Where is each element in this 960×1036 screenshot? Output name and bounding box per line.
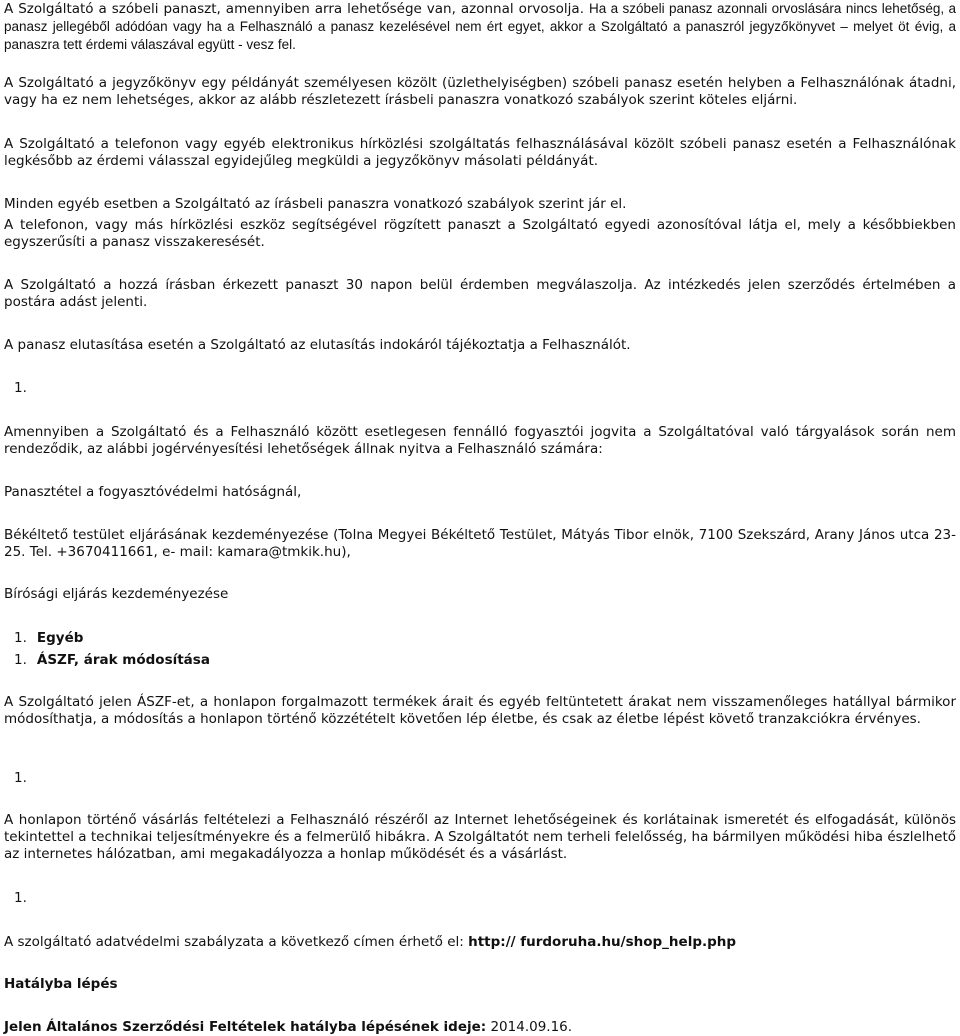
paragraph-conciliation-board: Békéltető testület eljárásának kezdeményezése (Tolna Megyei Békéltető Testület, Mátyás Tibor elnök, 7100 Szekszárd, Arany János utca 23-25. Tel. +3670411661, e- mail: kamara@tmkik.hu), bbox=[4, 527, 956, 560]
list-number: 1. bbox=[14, 380, 27, 396]
heading-hatalyba: Hatályba lépés bbox=[4, 976, 118, 992]
list-number: 1. bbox=[14, 890, 27, 906]
paragraph-effective-date bbox=[4, 1019, 956, 1036]
paragraph-court: Bírósági eljárás kezdeményezése bbox=[4, 586, 229, 602]
paragraph-oral-complaint-b: Ha a szóbeli panasz azonnali orvoslására nincs lehetőség, a panasz jellegéből adódóan vagy ha a Felhasználó a panasz kezelésével nem ért egyet, akkor a Szolgáltató a panaszról jegyzőkönyvet – melyet öt évig, a panaszra tett érdemi válaszával együtt - vesz fel. bbox=[4, 1, 957, 52]
paragraph-recorded-complaint: A telefonon, vagy más hírközlési eszköz segítségével rögzített panaszt a Szolgáltató egyedi azonosítóval látja el, mely a későbbiekben egyszerűsíti a panasz visszakeresését. bbox=[4, 217, 956, 250]
paragraph-modification: A Szolgáltató jelen ÁSZF-et, a honlapon forgalmazott termékek árait és egyéb feltüntetett árakat nem visszamenőleges hatállyal bármikor módosíthatja, a módosítás a honlapon történő közzétételt követően lép életbe, és csak az életbe lépést követő tranzakciókra érvényes. bbox=[4, 694, 956, 727]
heading-aszf-text: ÁSZF, árak módosítása bbox=[36, 652, 210, 668]
heading-number: 1. bbox=[14, 652, 27, 668]
privacy-text: A szolgáltató adatvédelmi szabályzata a következő címen érhető el: bbox=[4, 934, 469, 950]
paragraph-other-cases: Minden egyéb esetben a Szolgáltató az írásbeli panaszra vonatkozó szabályok szerint jár el. bbox=[4, 196, 627, 212]
paragraph-authority: Panasztétel a fogyasztóvédelmi hatóságnál, bbox=[4, 484, 302, 500]
paragraph-internet: A honlapon történő vásárlás feltételezi a Felhasználó részéről az Internet lehetőségeinek és korlátainak ismeretét és elfogadását, különös tekintettel a technikai teljesítményekre és a felmerülő hibákra. A Szolgáltatót nem terheli felelősség, ha bármilyen működési hiba észlelhető az internetes hálózatban, ami megakadályozza a honlap működését és a vásárlást. bbox=[4, 812, 956, 862]
paragraph-written-response: A Szolgáltató a hozzá írásban érkezett panaszt 30 napon belül érdemben megválaszolja. Az intézkedés jelen szerződés értelmében a postára adást jelenti. bbox=[4, 277, 956, 310]
paragraph-protocol-copy: A Szolgáltató a jegyzőkönyv egy példányát személyesen közölt (üzlethelyiségben) szóbeli panasz esetén helyben a Felhasználónak átadni, vagy ha ez nem lehetséges, akkor az alább részletezett írásbeli panaszra vonatkozó szabályok szerint köteles eljárni. bbox=[4, 75, 956, 108]
heading-aszf bbox=[14, 652, 960, 669]
privacy-link[interactable]: http:// furdoruha.hu/shop_help.php bbox=[468, 934, 737, 950]
paragraph-rejection: A panasz elutasítása esetén a Szolgáltató az elutasítás indokáról tájékoztatja a Felhasználót. bbox=[4, 337, 631, 353]
effective-date-label: Jelen Általános Szerződési Feltételek hatályba lépésének ideje: bbox=[4, 1019, 487, 1035]
heading-number: 1. bbox=[14, 630, 27, 646]
paragraph-dispute: Amennyiben a Szolgáltató és a Felhasználó között esetlegesen fennálló fogyasztói jogvita a Szolgáltatóval való tárgyalások során nem rendeződik, az alábbi jogérvényesítési lehetőségek állnak nyitva a Felhasználó számára: bbox=[4, 424, 956, 457]
paragraph-oral-complaint bbox=[4, 0, 956, 54]
paragraph-oral-complaint-a: A Szolgáltató a szóbeli panaszt, amennyiben arra lehetősége van, azonnal orvosolja. bbox=[4, 1, 589, 17]
heading-egyeb bbox=[14, 630, 960, 647]
effective-date-value: 2014.09.16. bbox=[490, 1019, 573, 1035]
list-number: 1. bbox=[14, 770, 27, 786]
paragraph-phone-complaint: A Szolgáltató a telefonon vagy egyéb elektronikus hírközlési szolgáltatás felhasználásával közölt szóbeli panasz esetén a Felhasználónak legkésőbb az érdemi válasszal egyidejűleg megküldi a jegyzőkönyv másolati példányát. bbox=[4, 136, 956, 169]
paragraph-privacy bbox=[4, 934, 956, 951]
heading-egyeb-text: Egyéb bbox=[36, 630, 84, 646]
